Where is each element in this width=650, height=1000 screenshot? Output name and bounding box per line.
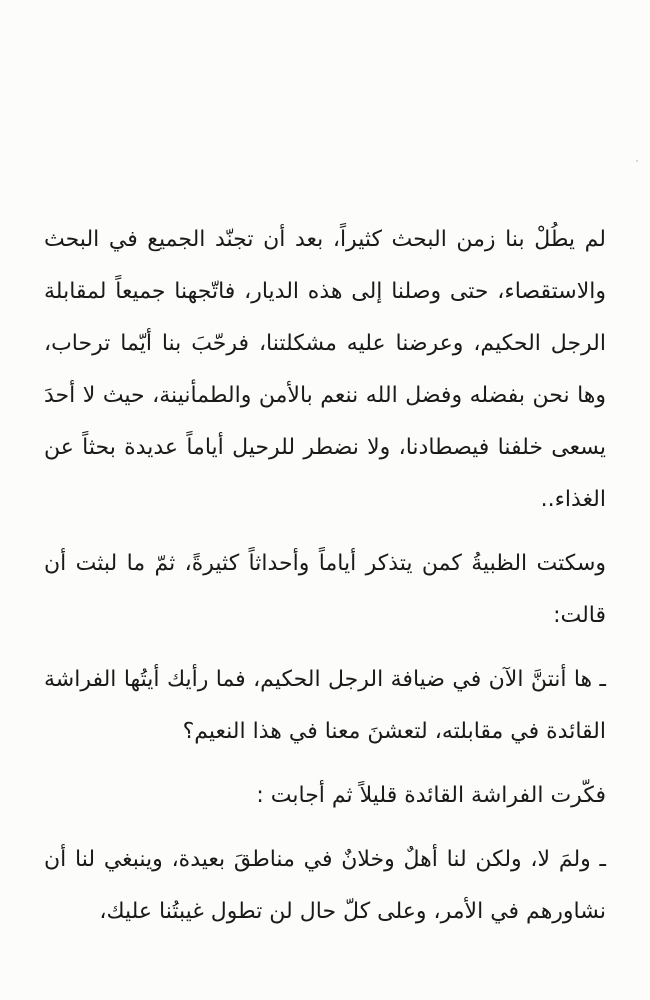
paragraph-2: وسكتت الظبيةُ كمن يتذكر أياماً وأحداثاً كثيرةً، ثمّ ما لبثت أن قالت: <box>44 551 606 628</box>
paper-speck <box>636 160 638 162</box>
paragraph-5: ـ ولمَ لا، ولكن لنا أهلٌ وخلانٌ في مناطقَ بعيدة، وينبغي لنا أن نشاورهم في الأمر، وعلى كلّ حال لن تطول غيبتُنا عليك، <box>44 847 606 924</box>
paragraph-3: ـ ها أنتنَّ الآن في ضيافة الرجل الحكيم، فما رأيك أيتُها الفراشة القائدة في مقابلته، لتعشنَ معنا في هذا النعيم؟ <box>44 667 606 744</box>
page-text <box>44 214 606 938</box>
paragraph-1: لم يطُلْ بنا زمن البحث كثيراً، بعد أن تجنّد الجميع في البحث والاستقصاء، حتى وصلنا إلى هذه الديار، فاتّجهنا جميعاً لمقابلة الرجل الحكيم، وعرضنا عليه مشكلتنا، فرحّبَ بنا أيّما ترحاب، وها نحن بفضله وفضل الله ننعم بالأمن والطمأنينة، حيث لا أحدَ يسعى خلفنا فيصطادنا، ولا نضطر للرحيل أياماً عديدة بحثاً عن الغذاء.. <box>44 227 606 512</box>
paragraph-4: فكّرت الفراشة القائدة قليلاً ثم أجابت : <box>256 783 606 808</box>
